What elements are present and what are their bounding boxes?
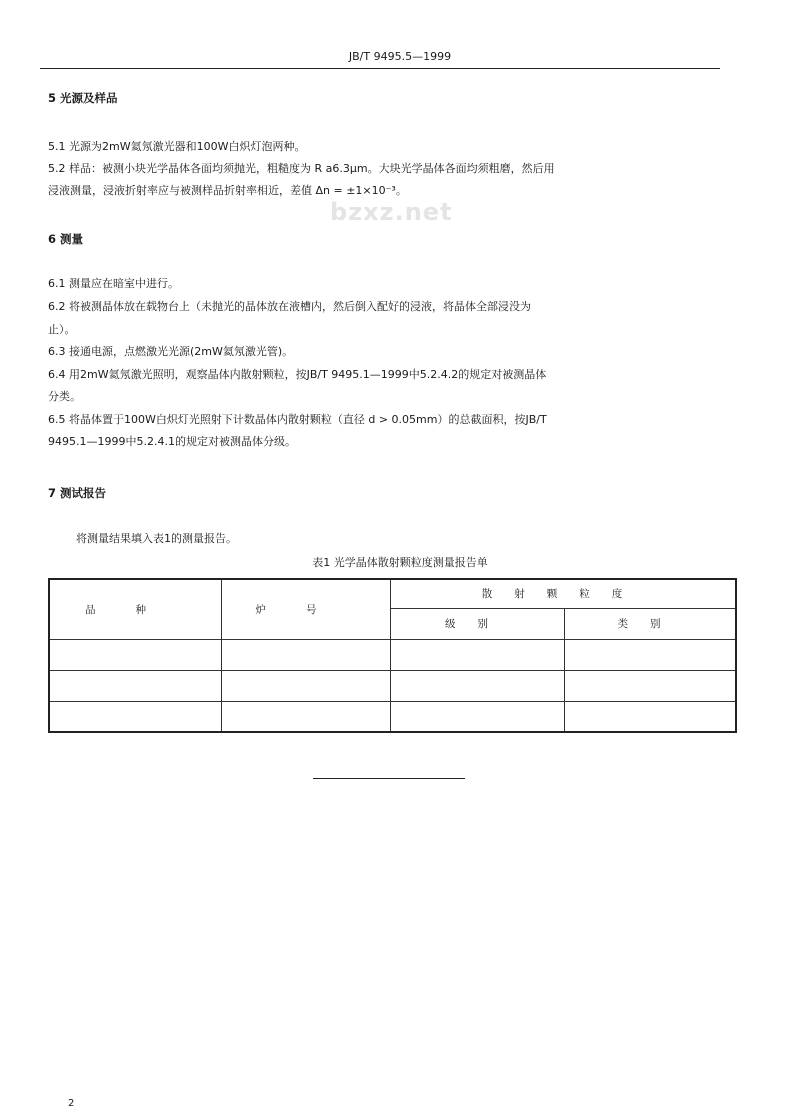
table-caption: 表1 光学晶体散射颗粒度测量报告单 [312, 556, 488, 569]
watermark: bzxz.net [330, 198, 453, 226]
para-6-2: 6.2 将被测晶体放在载物台上（未抛光的晶体放在液槽内，然后倒入配好的浸液，将晶体全部浸没为 [48, 300, 531, 313]
section-5-title: 5 光源及样品 [48, 91, 118, 105]
header-divider [40, 68, 720, 69]
end-divider [313, 778, 465, 779]
page-header: JB/T 9495.5—1999 [348, 50, 452, 63]
para-6-5-cont: 9495.1—1999中5.2.4.1的规定对被测晶体分级。 [48, 435, 296, 448]
section-6-title: 6 测量 [48, 232, 84, 246]
para-6-3: 6.3 接通电源，点燃激光光源(2mW氦氖激光管)。 [48, 345, 294, 358]
para-5-2-cont: 浸液测量，浸液折射率应与被测样品折射率相近，差值 Δn = ±1×10⁻³。 [48, 184, 407, 197]
header-furnace-no: 炉号 [222, 579, 391, 639]
para-6-1: 6.1 测量应在暗室中进行。 [48, 277, 179, 290]
header-grade: 级别 [391, 608, 565, 639]
section-7-title: 7 测试报告 [48, 486, 107, 500]
para-6-4: 6.4 用2mW氦氖激光照明，观察晶体内散射颗粒，按JB/T 9495.1—1999中5.2.4.2的规定对被测晶体 [48, 368, 547, 381]
header-variety: 品种 [49, 579, 222, 639]
para-6-4-cont: 分类。 [48, 390, 81, 403]
para-6-2-cont: 止）。 [48, 323, 76, 336]
para-7: 将测量结果填入表1的测量报告。 [76, 532, 237, 545]
para-5-2: 5.2 样品：被测小块光学晶体各面均须抛光，粗糙度为 R a6.3μm。大块光学晶体各面均须粗磨，然后用 [48, 162, 555, 175]
table-row [49, 670, 736, 701]
report-table [48, 578, 737, 733]
page-number: 2 [68, 1098, 75, 1109]
table-row [49, 701, 736, 732]
table-row [49, 639, 736, 670]
header-scatter-particle: 散射颗粒度 [391, 579, 737, 608]
para-5-1: 5.1 光源为2mW氦氖激光器和100W白炽灯泡两种。 [48, 140, 306, 153]
header-category: 类别 [565, 608, 737, 639]
para-6-5: 6.5 将晶体置于100W白炽灯光照射下计数晶体内散射颗粒（直径 d > 0.05mm）的总截面积，按JB/T [48, 413, 547, 426]
